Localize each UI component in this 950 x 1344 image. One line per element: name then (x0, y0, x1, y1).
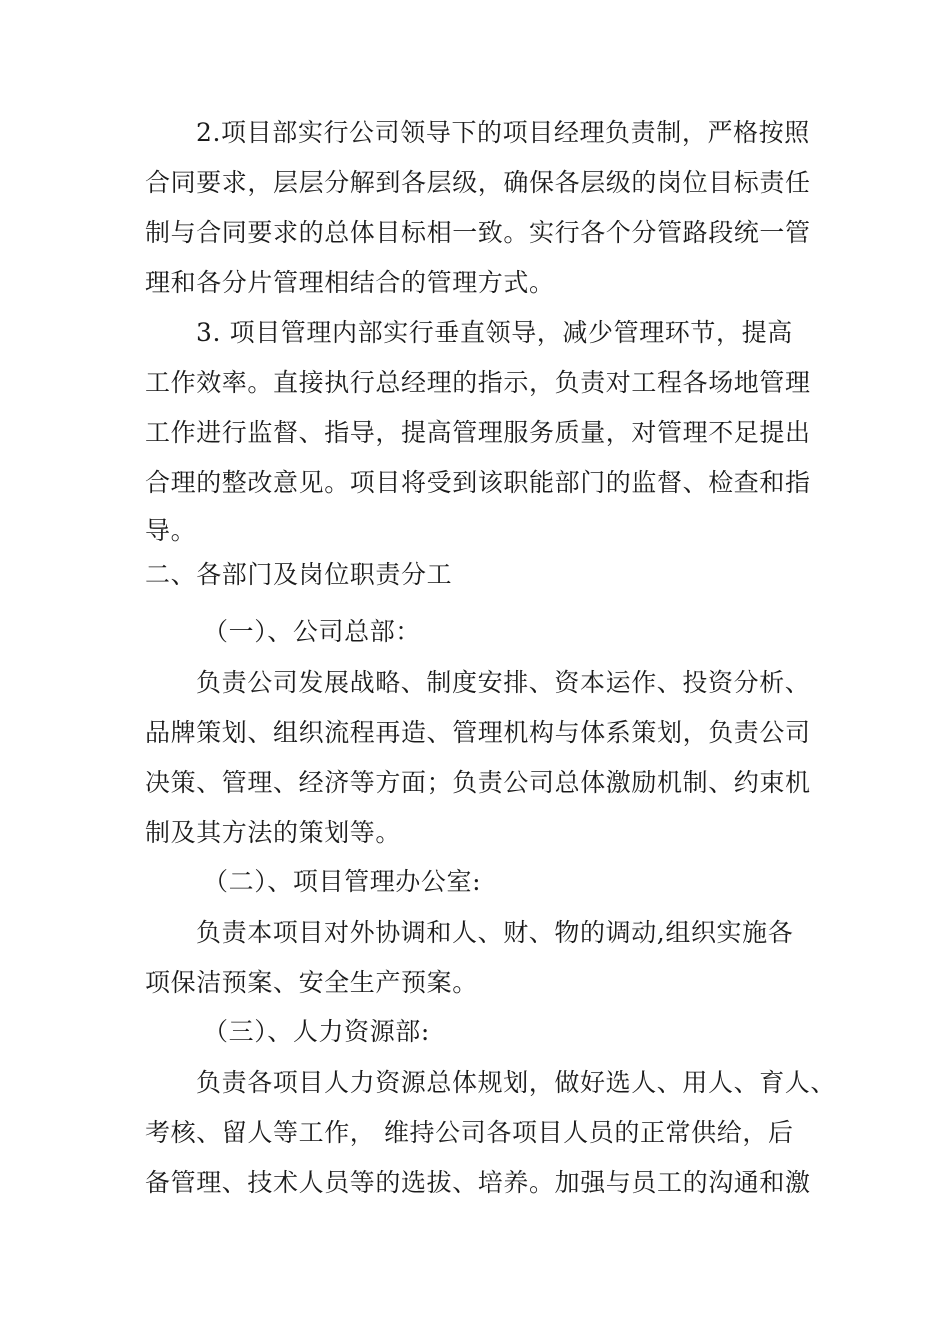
subsection-2-heading: （二）、项目管理办公室: (203, 867, 482, 896)
subsection-1-line-4: 制及其方法的策划等。 (145, 818, 402, 847)
subsection-3-line-3: 备管理、技术人员等的选拔、培养。加强与员工的沟通和激 (145, 1168, 811, 1197)
subsection-3-line-1: 负责各项目人力资源总体规划，做好选人、用人、育人、 (196, 1068, 837, 1097)
paragraph-3-line-2: 工作效率。直接执行总经理的指示，负责对工程各场地管理 (145, 368, 811, 397)
paragraph-2-line-4: 理和各分片管理相结合的管理方式。 (145, 268, 555, 297)
paragraph-2-line-1: 2.项目部实行公司领导下的项目经理负责制，严格按照 (196, 118, 810, 147)
subsection-3-line-2: 考核、留人等工作， 维持公司各项目人员的正常供给，后 (145, 1118, 794, 1147)
paragraph-3-line-5: 导。 (145, 516, 197, 545)
subsection-1-line-2: 品牌策划、组织流程再造、管理机构与体系策划，负责公司 (145, 718, 811, 747)
subsection-1-line-1: 负责公司发展战略、制度安排、资本运作、投资分析、 (196, 668, 811, 697)
subsection-3-heading: （三）、人力资源部: (203, 1017, 430, 1046)
paragraph-3-line-4: 合理的整改意见。项目将受到该职能部门的监督、检查和指 (145, 468, 811, 497)
subsection-1-line-3: 决策、管理、经济等方面；负责公司总体激励机制、约束机 (145, 768, 811, 797)
section-heading: 二、各部门及岗位职责分工 (145, 560, 453, 589)
paragraph-2-line-3: 制与合同要求的总体目标相一致。实行各个分管路段统一管 (145, 218, 811, 247)
paragraph-3-line-1: 3. 项目管理内部实行垂直领导，减少管理环节，提高 (196, 318, 793, 347)
paragraph-2-line-2: 合同要求，层层分解到各层级，确保各层级的岗位目标责任 (145, 168, 811, 197)
subsection-1-heading: （一）、公司总部： (203, 617, 421, 646)
subsection-2-line-2: 项保洁预案、安全生产预案。 (145, 968, 478, 997)
subsection-2-line-1: 负责本项目对外协调和人、财、物的调动,组织实施各 (196, 918, 794, 947)
paragraph-3-line-3: 工作进行监督、指导，提高管理服务质量，对管理不足提出 (145, 418, 811, 447)
